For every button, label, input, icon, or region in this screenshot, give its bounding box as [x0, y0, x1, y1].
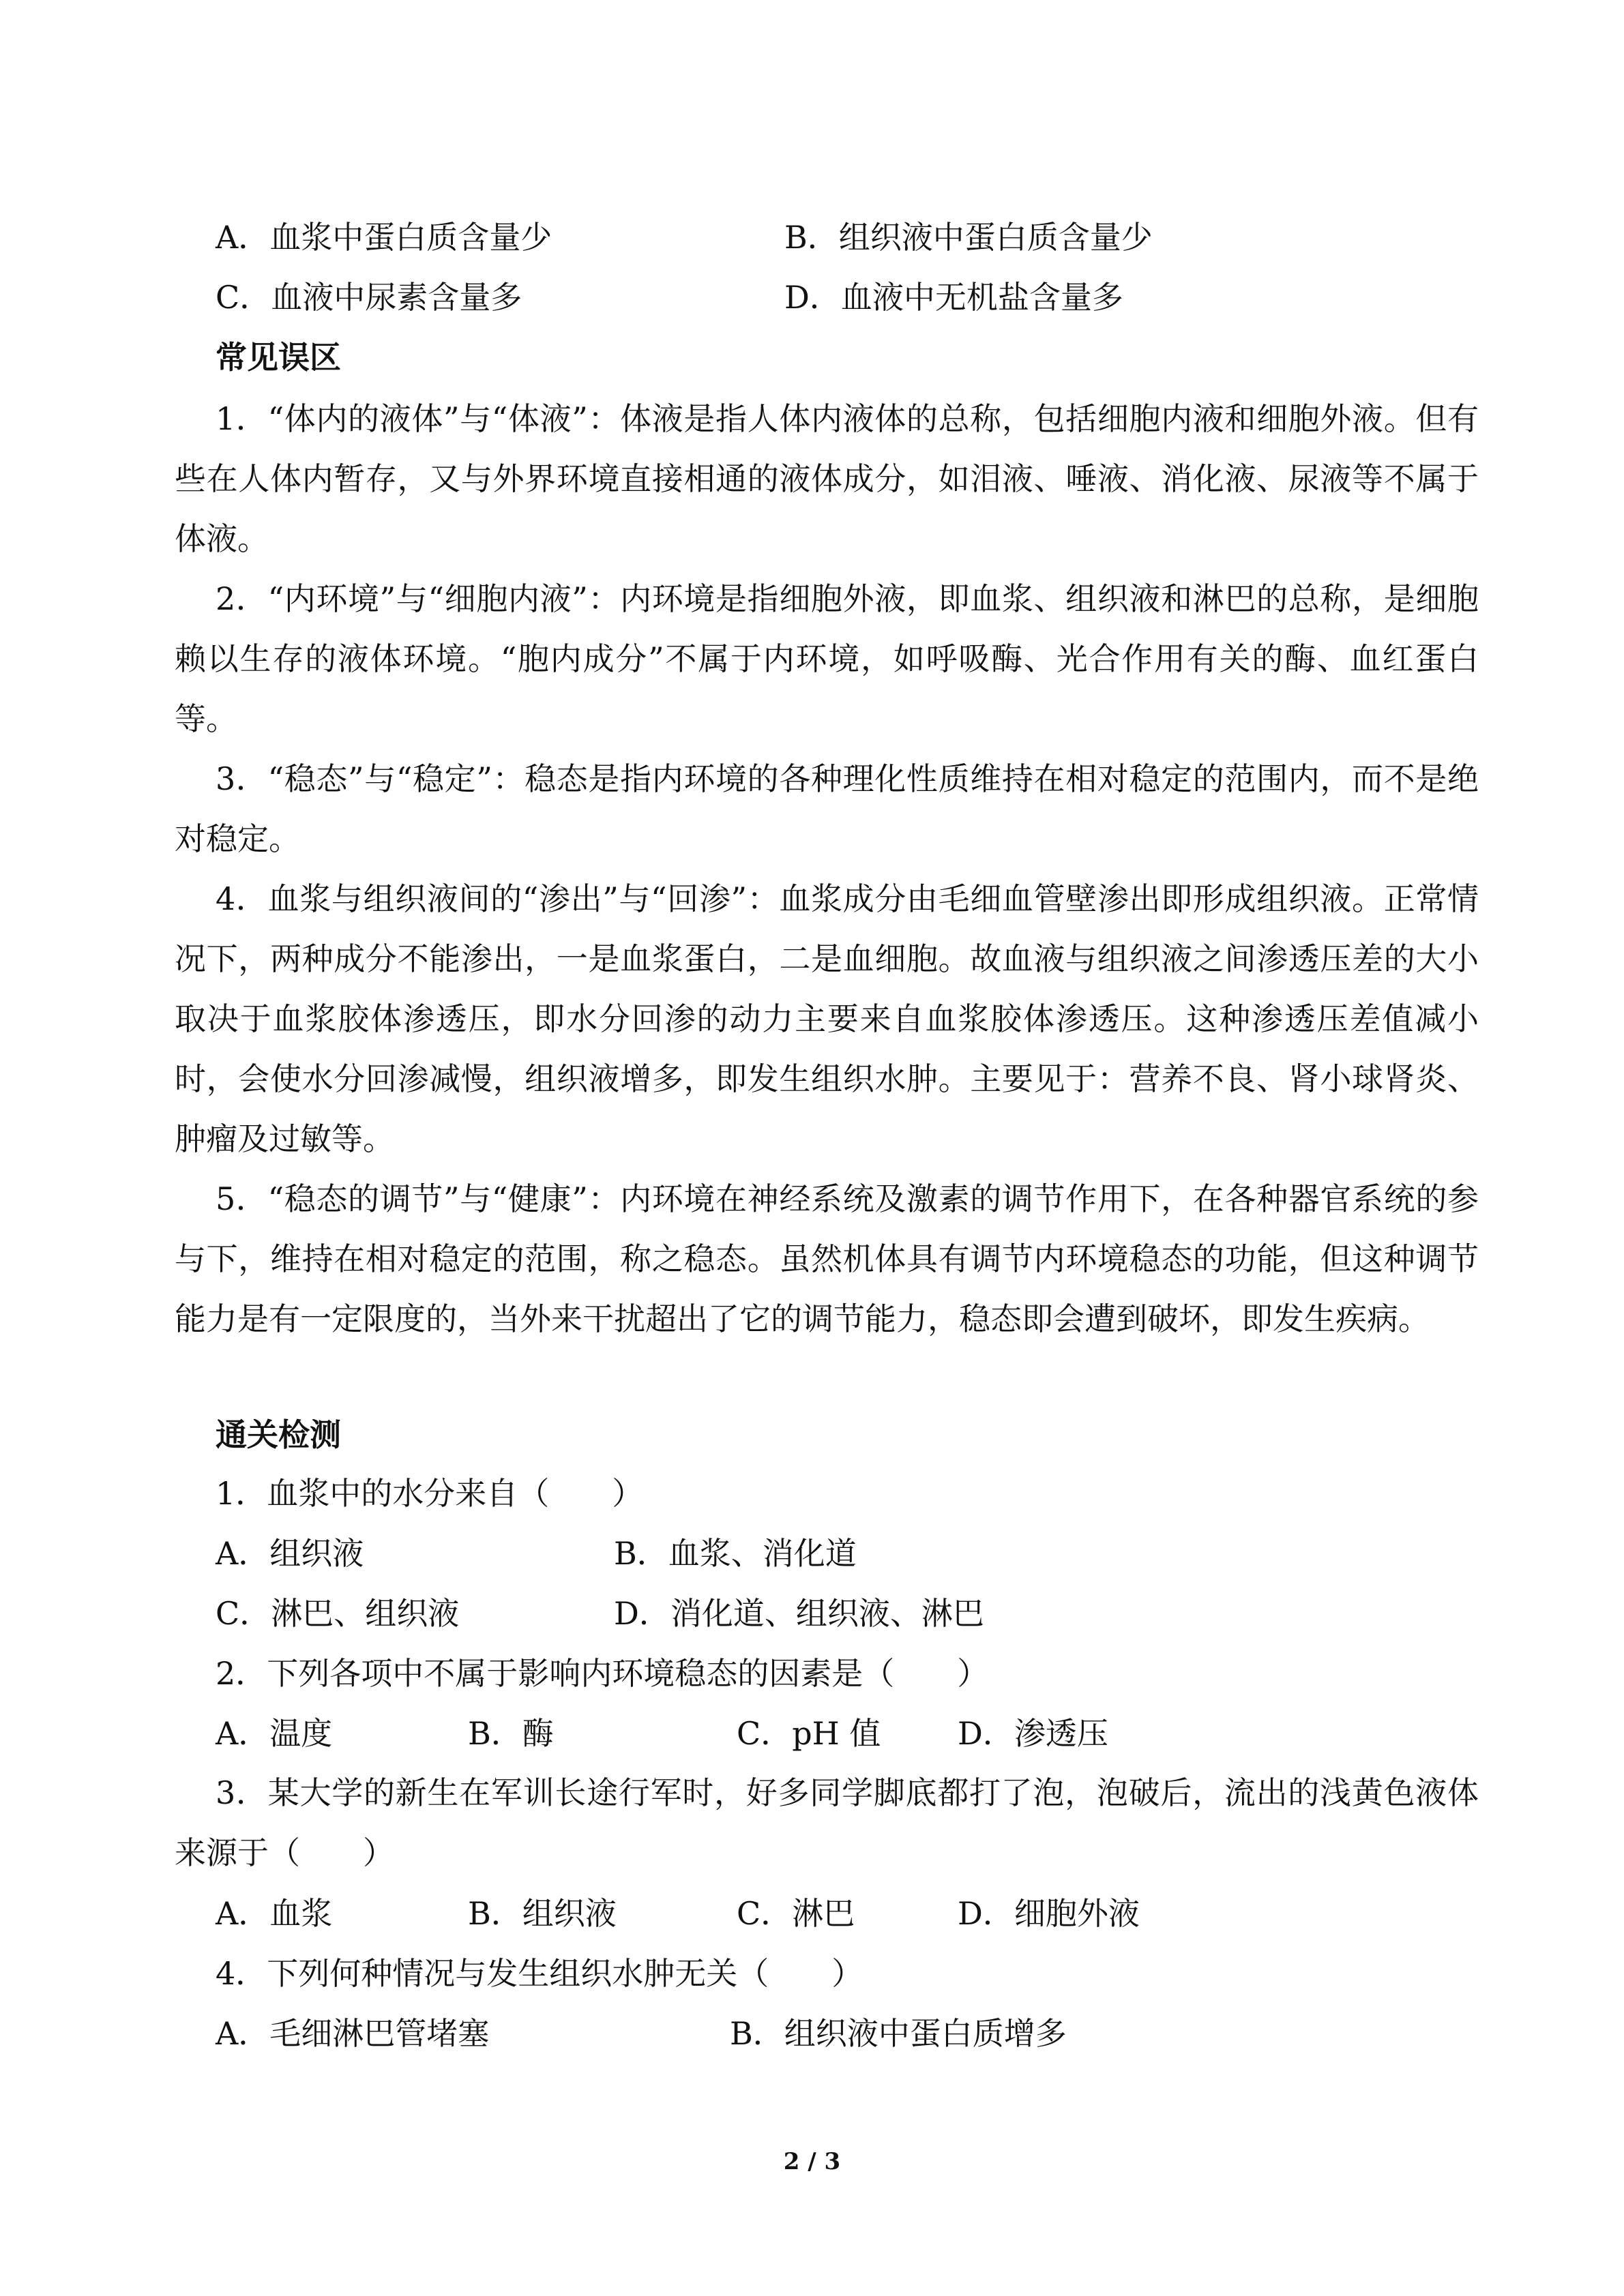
option-c: C．血液中尿素含量多 [216, 279, 522, 316]
misconception-item-4: 4．血浆与组织液间的“渗出”与“回渗”：血浆成分由毛细血管壁渗出即形成组织液。正常情况下，两种成分不能渗出，一是血浆蛋白，二是血细胞。故血液与组织液之间渗透压差的大小取决于血浆胶体渗透压，即水分回渗的动力主要来自血浆胶体渗透压。这种渗透压差值减小时，会使水分回渗减慢，组织液增多，即发生组织水肿。主要见于：营养不良、肾小球肾炎、肿瘤及过敏等。 [175, 880, 1479, 1157]
question-1-option-d: D．消化道、组织液、淋巴 [614, 1595, 984, 1632]
section-title-test: 通关检测 [216, 1416, 341, 1453]
question-1-option-b: B．血浆、消化道 [614, 1535, 857, 1572]
question-2-option-d: D．渗透压 [958, 1715, 1108, 1752]
question-1-option-c: C．淋巴、组织液 [216, 1595, 460, 1632]
misconception-item-1: 1．“体内的液体”与“体液”：体液是指人体内液体的总称，包括细胞内液和细胞外液。但有些在人体内暂存，又与外界环境直接相通的液体成分，如泪液、唾液、消化液、尿液等不属于体液。 [175, 400, 1479, 557]
question-2-option-b: B．酶 [468, 1715, 554, 1752]
question-3-option-d: D．细胞外液 [958, 1895, 1140, 1932]
question-4-option-a: A．毛细淋巴管堵塞 [216, 2015, 490, 2052]
question-4-stem: 4．下列何种情况与发生组织水肿无关（ ） [216, 1955, 863, 1992]
section-title-misconceptions: 常见误区 [216, 339, 341, 376]
question-3-option-a: A．血浆 [216, 1895, 333, 1932]
question-3-stem: 3．某大学的新生在军训长途行军时，好多同学脚底都打了泡，泡破后，流出的浅黄色液体来源于（ ） [175, 1774, 1479, 1871]
option-d: D．血液中无机盐含量多 [784, 279, 1123, 316]
misconception-item-3: 3．“稳态”与“稳定”：稳态是指内环境的各种理化性质维持在相对稳定的范围内，而不是绝对稳定。 [175, 760, 1479, 857]
question-1-option-a: A．组织液 [216, 1535, 364, 1572]
question-2-option-c: C．pH 值 [737, 1715, 881, 1752]
question-3-option-b: B．组织液 [468, 1895, 617, 1932]
misconception-item-2: 2．“内环境”与“细胞内液”：内环境是指细胞外液，即血浆、组织液和淋巴的总称，是细胞赖以生存的液体环境。“胞内成分”不属于内环境，如呼吸酶、光合作用有关的酶、血红蛋白等。 [175, 580, 1479, 737]
option-b: B．组织液中蛋白质含量少 [784, 219, 1153, 256]
question-3-option-c: C．淋巴 [737, 1895, 855, 1932]
question-4-option-b: B．组织液中蛋白质增多 [730, 2015, 1067, 2052]
misconception-item-5: 5．“稳态的调节”与“健康”：内环境在神经系统及激素的调节作用下，在各种器官系统的参与下，维持在相对稳定的范围，称之稳态。虽然机体具有调节内环境稳态的功能，但这种调节能力是有一定限度的，当外来干扰超出了它的调节能力，稳态即会遭到破坏，即发生疾病。 [175, 1180, 1479, 1337]
question-2-option-a: A．温度 [216, 1715, 333, 1752]
page-number: 2 / 3 [783, 2148, 841, 2175]
option-a: A．血浆中蛋白质含量少 [216, 219, 552, 256]
question-2-stem: 2．下列各项中不属于影响内环境稳态的因素是（ ） [216, 1655, 989, 1692]
question-1-stem: 1．血浆中的水分来自（ ） [216, 1475, 644, 1512]
